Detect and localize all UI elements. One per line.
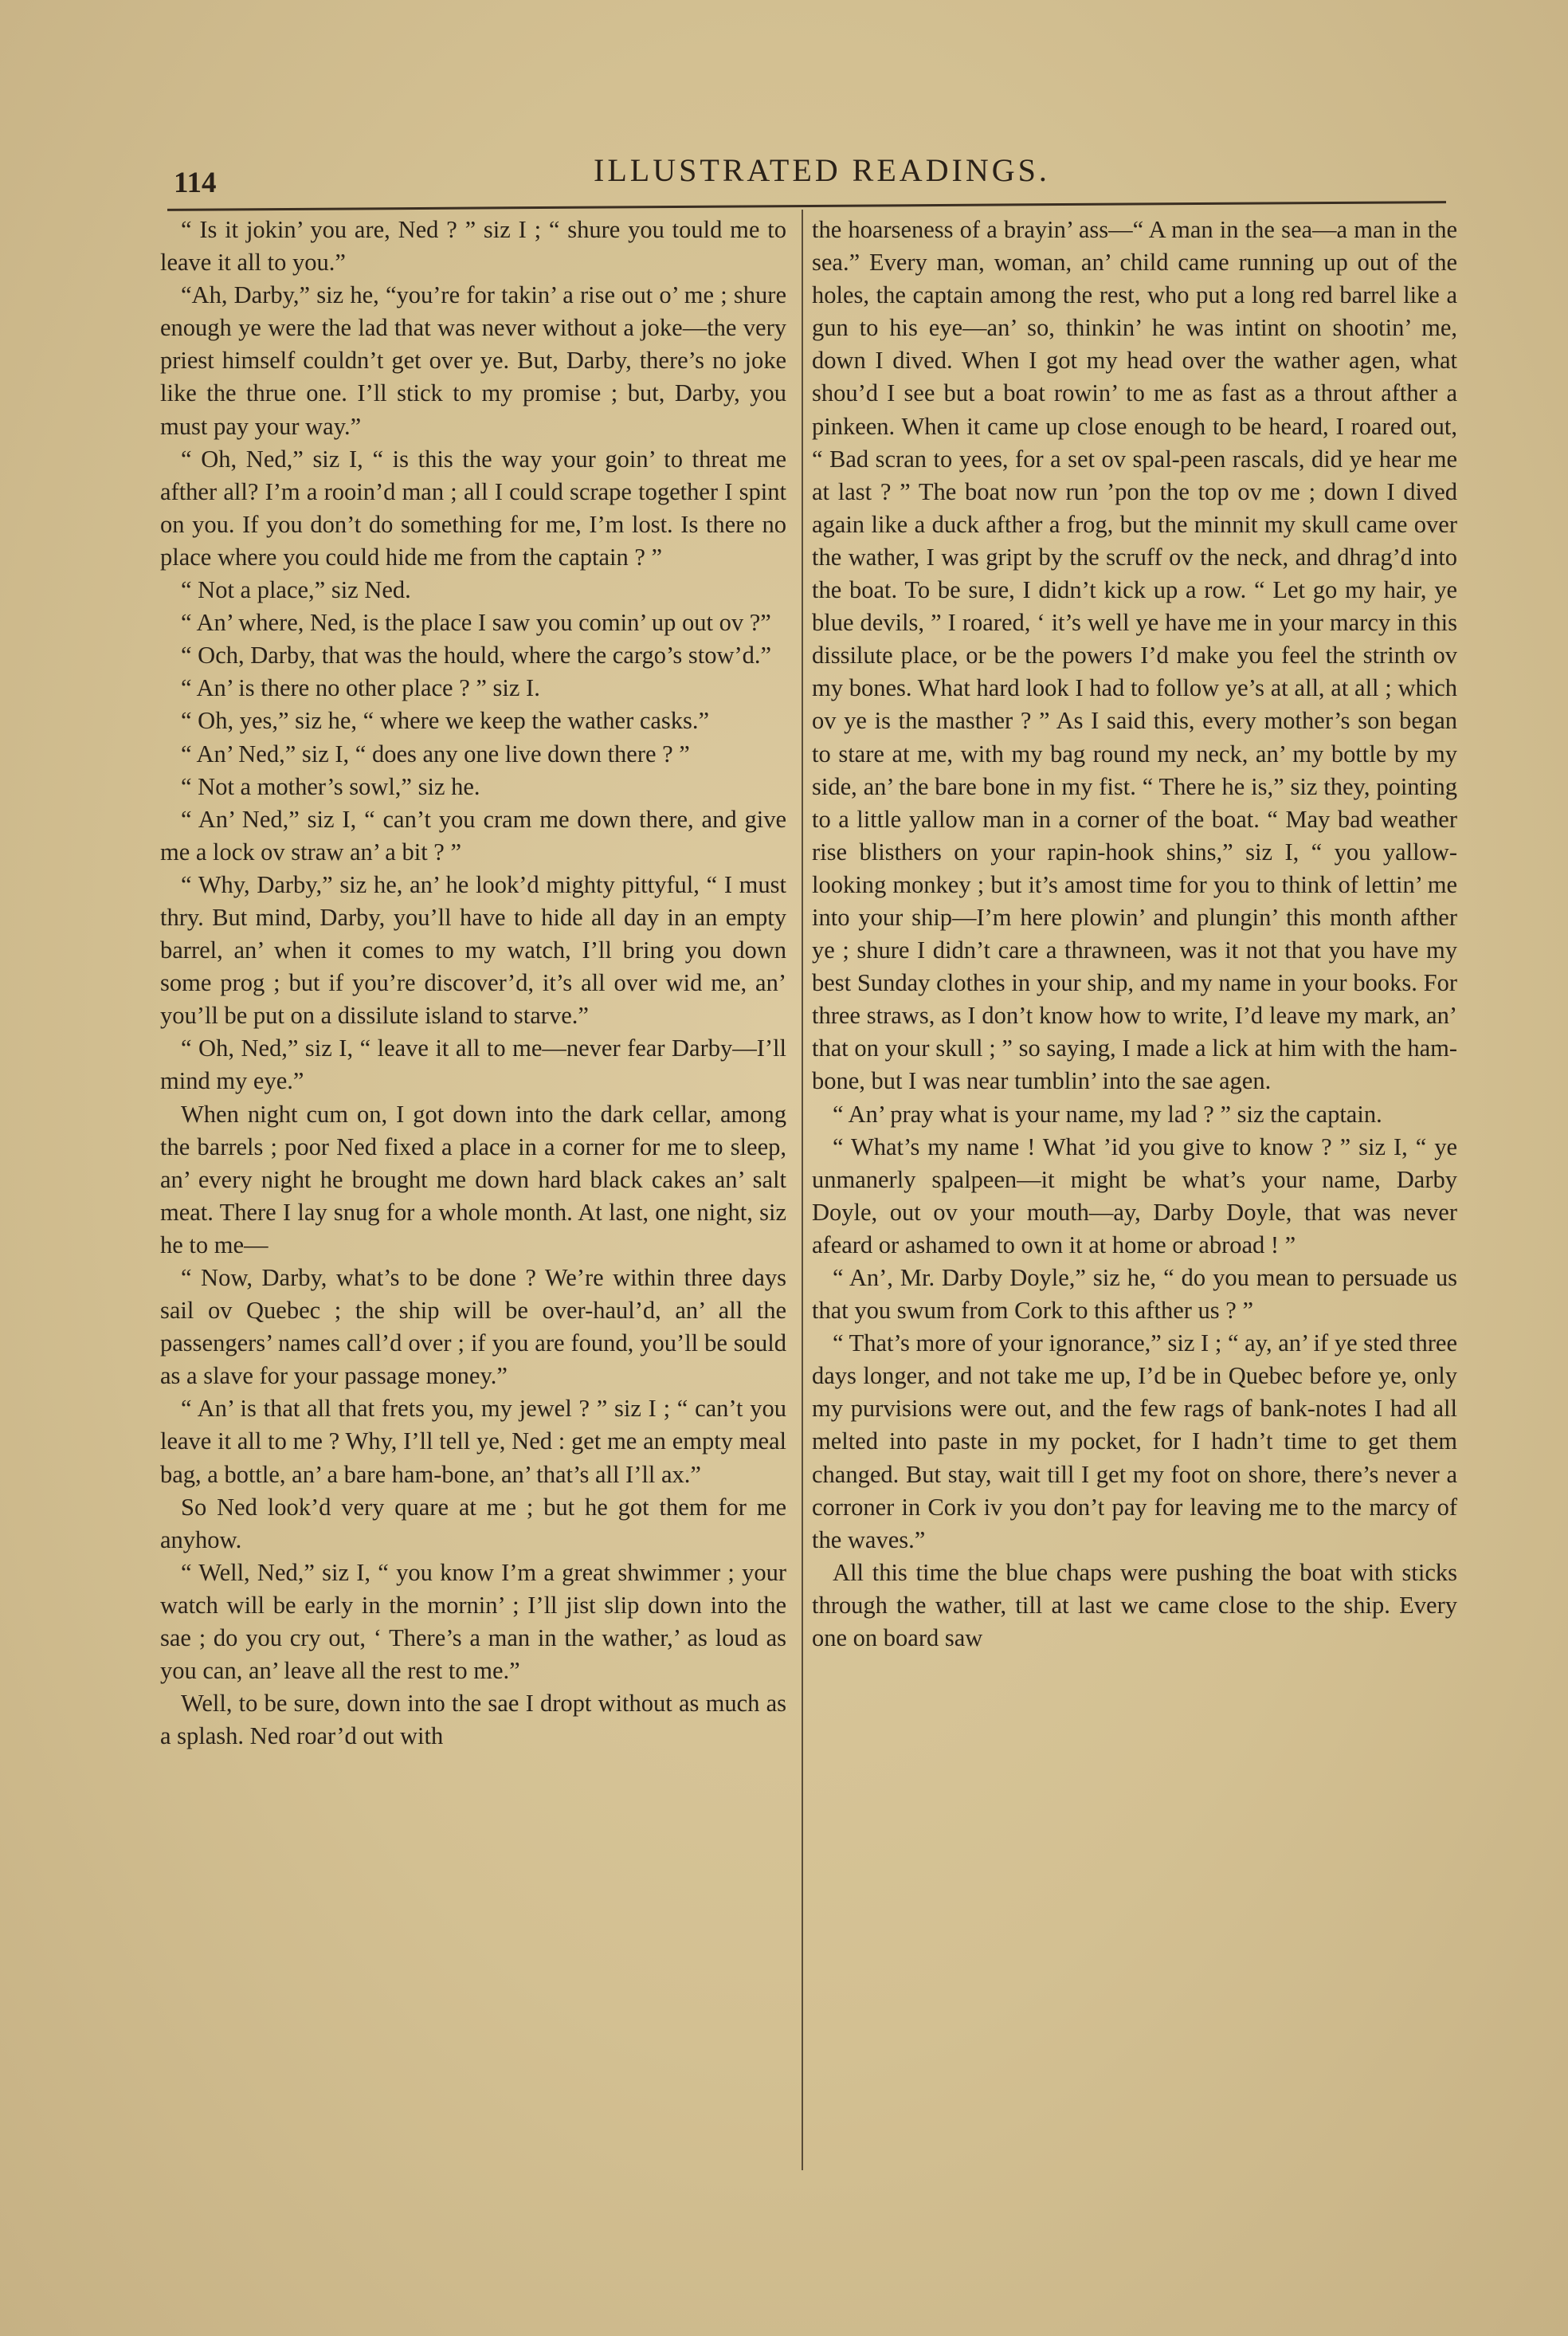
page-number: 114 bbox=[174, 167, 217, 199]
right-column bbox=[812, 214, 1457, 1655]
paragraph: “ An’ Ned,” siz I, “ can’t you cram me down there, and give me a lock ov straw an’ a bit ? ” bbox=[160, 805, 786, 866]
paragraph: “Ah, Darby,” siz he, “you’re for takin’ a rise out o’ me ; shure enough ye were the lad that was never without a joke—the very priest himself couldn’t get over ye. But, Darby, there’s no joke like the thrue one. I’ll stick to my promise ; but, Darby, you must pay your way.” bbox=[160, 281, 786, 440]
paragraph: “ An’ Ned,” siz I, “ does any one live down there ? ” bbox=[181, 740, 690, 768]
paragraph: “ Not a place,” siz Ned. bbox=[181, 576, 411, 604]
paragraph: Well, to be sure, down into the sae I dropt without as much as a splash. Ned roar’d out with bbox=[160, 1690, 786, 1750]
paragraph: “ An’ is there no other place ? ” siz I. bbox=[181, 674, 540, 702]
paragraph: “ What’s my name ! What ’id you give to know ? ” siz I, “ ye unmanerly spalpeen—it might be what’s your name, Darby Doyle, out ov your mouth—ay, Darby Doyle, that was never afeard or ashamed to own it at home or abroad ! ” bbox=[812, 1133, 1457, 1258]
paragraph: “ Is it jokin’ you are, Ned ? ” siz I ; “ shure you tould me to leave it all to you.” bbox=[160, 216, 786, 277]
paragraph: “ Oh, Ned,” siz I, “ leave it all to me—never fear Darby—I’ll mind my eye.” bbox=[160, 1035, 786, 1095]
header-rule bbox=[167, 201, 1446, 211]
paragraph: “ An’ pray what is your name, my lad ? ” siz the captain. bbox=[833, 1100, 1382, 1128]
paragraph: “ Well, Ned,” siz I, “ you know I’m a great shwimmer ; your watch will be early in the mornin’ ; I’ll jist slip down into the sae ; do you cry out, ‘ There’s a man in the wather,’ as loud as you can, an’ leave all the rest to me.” bbox=[160, 1558, 786, 1685]
column-divider bbox=[802, 210, 803, 2170]
running-title: ILLUSTRATED READINGS. bbox=[594, 152, 1050, 188]
paragraph: “ An’, Mr. Darby Doyle,” siz he, “ do you mean to persuade us that you swum from Cork to this afther us ? ” bbox=[812, 1264, 1457, 1325]
paragraph: “ An’ is that all that frets you, my jewel ? ” siz I ; “ can’t you leave it all to me ? Why, I’ll tell ye, Ned : get me an empty meal bag, a bottle, an’ a bare ham-bone, an’ that’s all I’ll ax.” bbox=[160, 1395, 786, 1488]
page-header bbox=[159, 150, 1450, 198]
paragraph: All this time the blue chaps were pushing the boat with sticks through the wather, till at last we came close to the ship. Every one on board saw bbox=[812, 1558, 1457, 1652]
paragraph: When night cum on, I got down into the dark cellar, among the barrels ; poor Ned fixed a place in a corner for me to sleep, an’ every night he brought me down hard black cakes an’ salt meat. There I lay snug for a whole month. At last, one night, siz he to me— bbox=[160, 1100, 786, 1258]
paragraph: the hoarseness of a brayin’ ass—“ A man in the sea—a man in the sea.” Every man, woman, an’ child came running up out of the holes, the captain among the rest, who put a long red barrel like a gun to his eye—an’ so, thinkin’ he was intint on shootin’ me, down I dived. When I got my head over the wather agen, what shou’d I see but a boat rowin’ to me as fast as a throut afther a pinkeen. When it came up close enough to be heard, I roared out, “ Bad scran to yees, for a set ov spal-peen rascals, did ye hear me at last ? ” The boat now run ’pon the top ov me ; down I dived again like a duck afther a frog, but the minnit my skull came over the wather, I was gript by the scruff ov the neck, and dhrag’d into the boat. To be sure, I didn’t kick up a row. “ Let go my hair, ye blue devils, ” I roared, ‘ it’s well ye have me in your marcy in this dissilute place, or be the powers I’d make you feel the strinth ov my bones. What hard look I had to follow ye’s at all, at all ; which ov ye is the masther ? ” As I said this, every mother’s son began to stare at me, with my bag round my neck, an’ my bottle by my side, an’ the bare bone in my fist. “ There he is,” siz they, pointing to a little yallow man in a corner of the boat. “ May bad weather rise blisthers on your rapin-hook shins,” siz I, “ you yallow-looking monkey ; but it’s amost time for you to think of lettin’ me into your ship—I’m here plowin’ and plungin’ this month afther ye ; shure I didn’t care a thrawneen, was it not that you have my best Sunday clothes in your ship, and my name in your books. For three straws, as I don’t know how to write, I’d leave my mark, an’ that on your skull ; ” so saying, I made a lick at him with the ham-bone, but I was near tumblin’ into the sae agen. bbox=[812, 216, 1457, 1095]
paragraph: “ Now, Darby, what’s to be done ? We’re within three days sail ov Quebec ; the ship will be over-haul’d, an’ all the passengers’ names call’d over ; if you are found, you’ll be sould as a slave for your passage money.” bbox=[160, 1264, 786, 1390]
paragraph: “ Why, Darby,” siz he, an’ he look’d mighty pittyful, “ I must thry. But mind, Darby, you’ll have to hide all day in an empty barrel, an’ when it comes to my watch, I’ll bring you down some prog ; but if you’re discover’d, it’s all over wid me, an’ you’ll be put on a dissilute island to starve.” bbox=[160, 870, 786, 1030]
paragraph: “ An’ where, Ned, is the place I saw you comin’ up out ov ?” bbox=[181, 609, 771, 637]
paragraph: “ Not a mother’s sowl,” siz he. bbox=[181, 772, 480, 800]
left-column bbox=[160, 214, 786, 1753]
paragraph: “ Oh, Ned,” siz I, “ is this the way your goin’ to threat me afther all? I’m a rooin’d man ; all I could scrape together I spint on you. If you don’t do something for me, I’m lost. Is there no place where you could hide me from the captain ? ” bbox=[160, 445, 786, 571]
paragraph: “ Oh, yes,” siz he, “ where we keep the wather casks.” bbox=[181, 707, 710, 735]
paragraph: So Ned look’d very quare at me ; but he got them for me anyhow. bbox=[160, 1493, 786, 1553]
paragraph: “ That’s more of your ignorance,” siz I ; “ ay, an’ if ye sted three days longer, and not take me up, I’d be in Quebec before ye, only my purvisions were out, and the few rags of bank-notes I had all melted into paste in my pocket, for I hadn’t time to get them changed. But stay, wait till I get my foot on shore, there’s never a corroner in Cork iv you don’t pay for leaving me to the marcy of the waves.” bbox=[812, 1329, 1457, 1553]
paragraph: “ Och, Darby, that was the hould, where the cargo’s stow’d.” bbox=[181, 642, 772, 669]
